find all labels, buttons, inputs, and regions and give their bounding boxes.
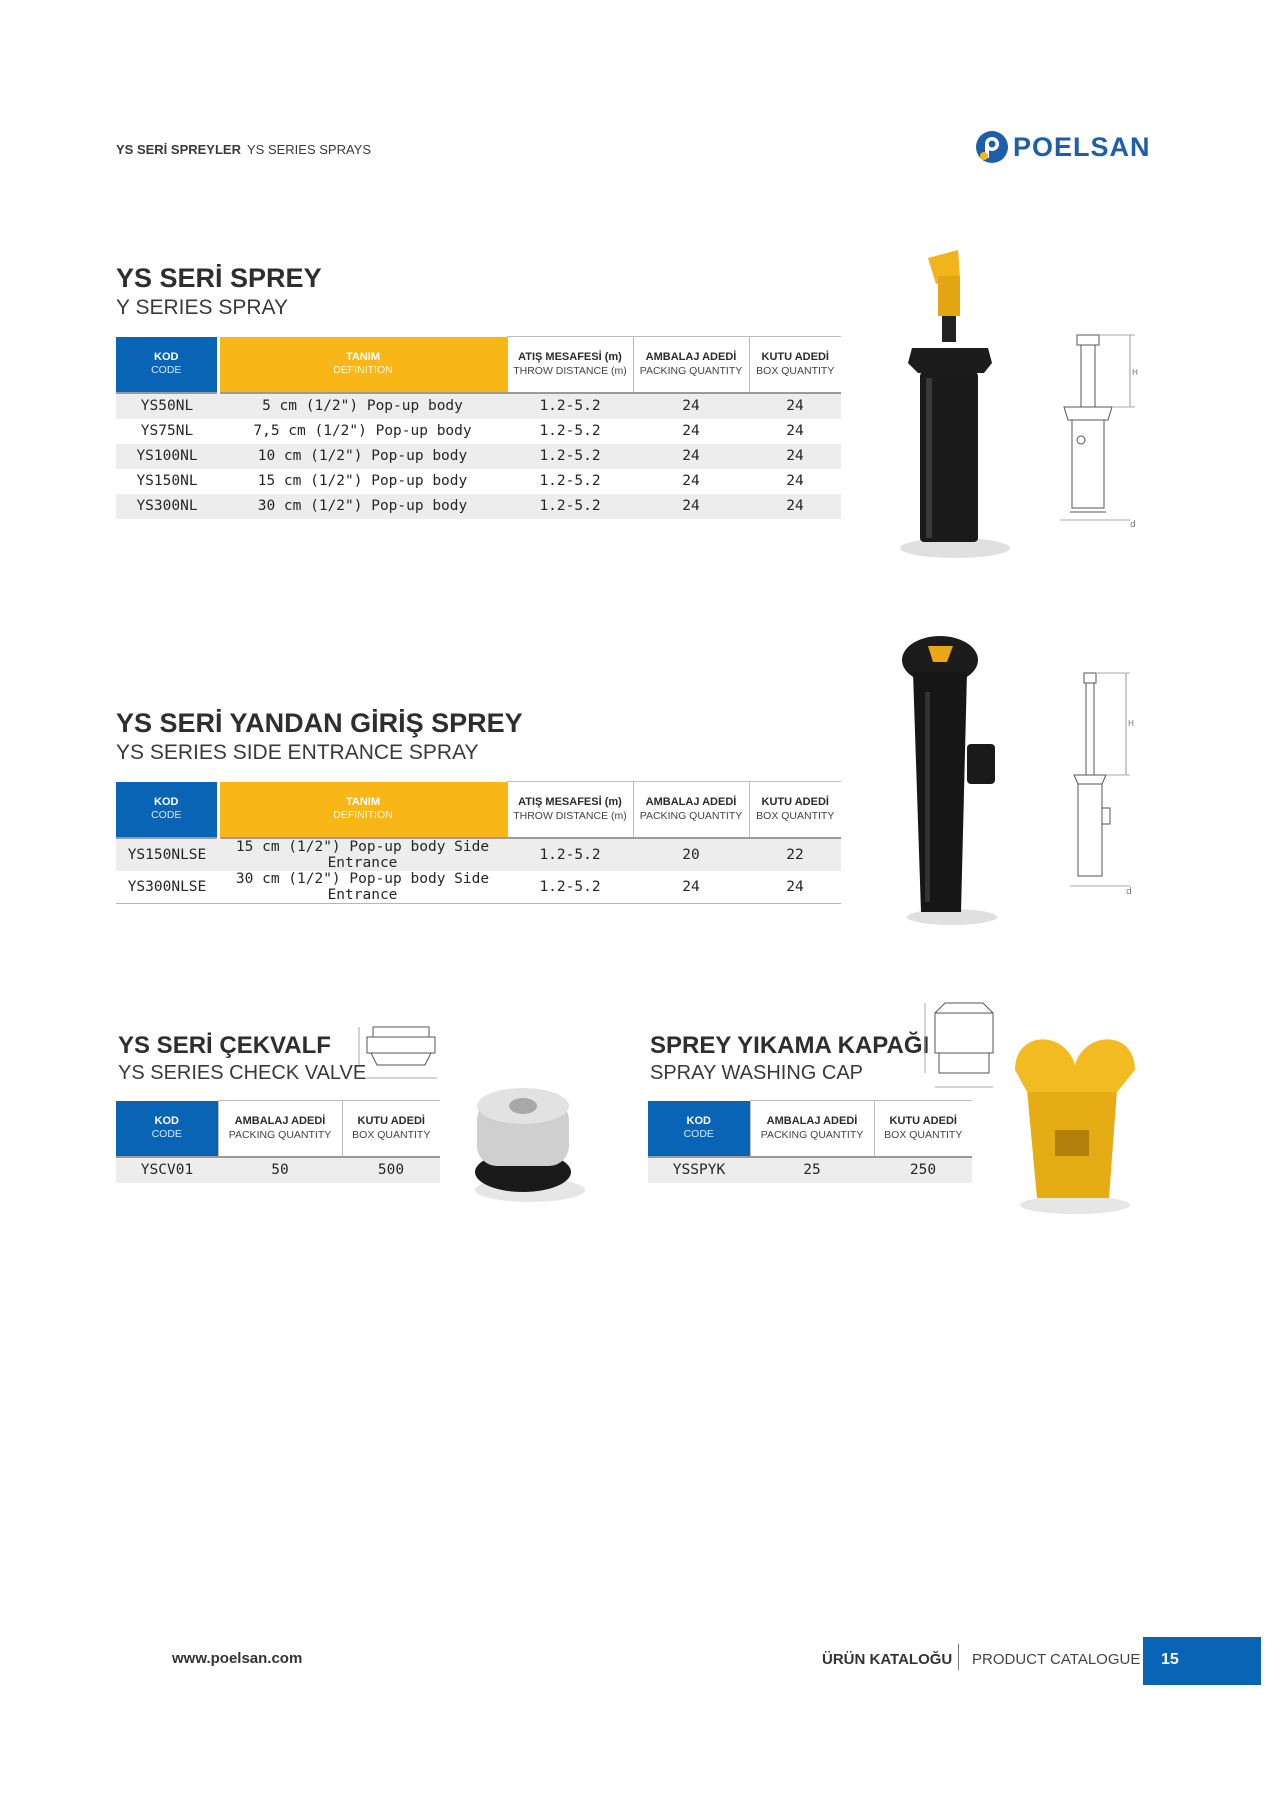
col-kod: KOD CODE (116, 782, 218, 838)
check-valve-dimension-drawing (345, 1023, 455, 1085)
col-kutu: KUTU ADEDİ BOX QUANTITY (342, 1101, 440, 1157)
check-valve-image (465, 1080, 595, 1210)
col-ambalaj: AMBALAJ ADEDİ PACKING QUANTITY (633, 782, 749, 838)
page-header (116, 142, 371, 157)
col-ambalaj: AMBALAJ ADEDİ PACKING QUANTITY (750, 1101, 874, 1157)
footer-divider (958, 1644, 959, 1670)
washing-cap-image (1005, 1030, 1145, 1220)
series-title-tr: YS SERİ SPREYLER (116, 142, 241, 157)
table-row: YS100NL 10 cm (1/2") Pop-up body 1.2-5.2 24 24 (116, 444, 841, 469)
section3-title-tr: YS SERİ ÇEKVALF (118, 1032, 331, 1059)
poelsan-logo (975, 130, 1151, 168)
table-row: YSCV01 50 500 (116, 1157, 440, 1183)
side-entrance-dimension-drawing (1050, 668, 1150, 898)
section3-title-en: YS SERIES CHECK VALVE (118, 1062, 367, 1084)
table-row: YS300NL 30 cm (1/2") Pop-up body 1.2-5.2 24 24 (116, 494, 841, 519)
col-kutu: KUTU ADEDİ BOX QUANTITY (749, 337, 841, 393)
washing-cap-dimension-drawing (905, 995, 1005, 1095)
section1-table (116, 336, 841, 519)
dim-d-label: d (1130, 520, 1136, 530)
side-entrance-spray-image (895, 632, 1015, 932)
col-ambalaj: AMBALAJ ADEDİ PACKING QUANTITY (218, 1101, 342, 1157)
page-number-box (1143, 1637, 1261, 1685)
table-header-row (648, 1101, 972, 1157)
table-row: YS300NLSE 30 cm (1/2") Pop-up body Side Entrance 1.2-5.2 24 24 (116, 871, 841, 904)
section4-title-en: SPRAY WASHING CAP (650, 1062, 864, 1084)
col-tanim: TANIM DEFINITION (218, 782, 507, 838)
dim-h-label: H (1128, 719, 1135, 728)
section2-table (116, 781, 841, 904)
col-kutu: KUTU ADEDİ BOX QUANTITY (874, 1101, 972, 1157)
poelsan-logo-text: POELSAN (1013, 132, 1151, 162)
col-kod: KOD CODE (116, 337, 218, 393)
section4-title-tr: SPREY YIKAMA KAPAĞI (650, 1032, 930, 1059)
table-header-row (116, 337, 841, 393)
section4-table (648, 1100, 972, 1183)
page-number: 15 (1161, 1651, 1179, 1668)
footer-website[interactable]: www.poelsan.com (172, 1650, 303, 1667)
footer-catalogue-tr: ÜRÜN KATALOĞU (822, 1651, 953, 1668)
col-kod: KOD CODE (116, 1101, 218, 1157)
table-row: YS75NL 7,5 cm (1/2") Pop-up body 1.2-5.2 24 24 (140, 423, 804, 439)
popup-spray-dimension-drawing (1050, 330, 1150, 530)
table-row: YS150NLSE 15 cm (1/2") Pop-up body Side Entrance 1.2-5.2 20 22 (116, 838, 841, 871)
popup-spray-image (880, 248, 1030, 573)
section2-title-en: YS SERIES SIDE ENTRANCE SPRAY (116, 741, 479, 764)
col-kutu: KUTU ADEDİ BOX QUANTITY (749, 782, 841, 838)
section3-table (116, 1100, 440, 1183)
table-row: YSSPYK 25 250 (648, 1157, 972, 1183)
table-row: YS50NL 5 cm (1/2") Pop-up body 1.2-5.2 24 24 (116, 393, 841, 419)
section2-title-tr: YS SERİ YANDAN GİRİŞ SPREY (116, 708, 523, 738)
poelsan-logo-mark (975, 130, 1009, 164)
series-title-en: YS SERIES SPRAYS (246, 142, 372, 157)
footer-catalogue-en: PRODUCT CATALOGUE (972, 1651, 1141, 1668)
col-ambalaj: AMBALAJ ADEDİ PACKING QUANTITY (633, 337, 749, 393)
col-tanim: TANIM DEFINITION (218, 337, 507, 393)
col-kod: KOD CODE (648, 1101, 750, 1157)
dim-d-label: d (1126, 887, 1132, 897)
table-header-row (116, 1101, 440, 1157)
table-header-row (116, 782, 841, 838)
section1-title-en: Y SERIES SPRAY (116, 296, 288, 319)
col-atis: ATIŞ MESAFESİ (m) THROW DISTANCE (m) (507, 782, 633, 838)
table-row: YS150NL 15 cm (1/2") Pop-up body 1.2-5.2 24 24 (136, 473, 804, 489)
dim-h-label: H (1132, 368, 1139, 377)
col-atis: ATIŞ MESAFESİ (m) THROW DISTANCE (m) (507, 337, 633, 393)
section1-title-tr: YS SERİ SPREY (116, 263, 322, 293)
